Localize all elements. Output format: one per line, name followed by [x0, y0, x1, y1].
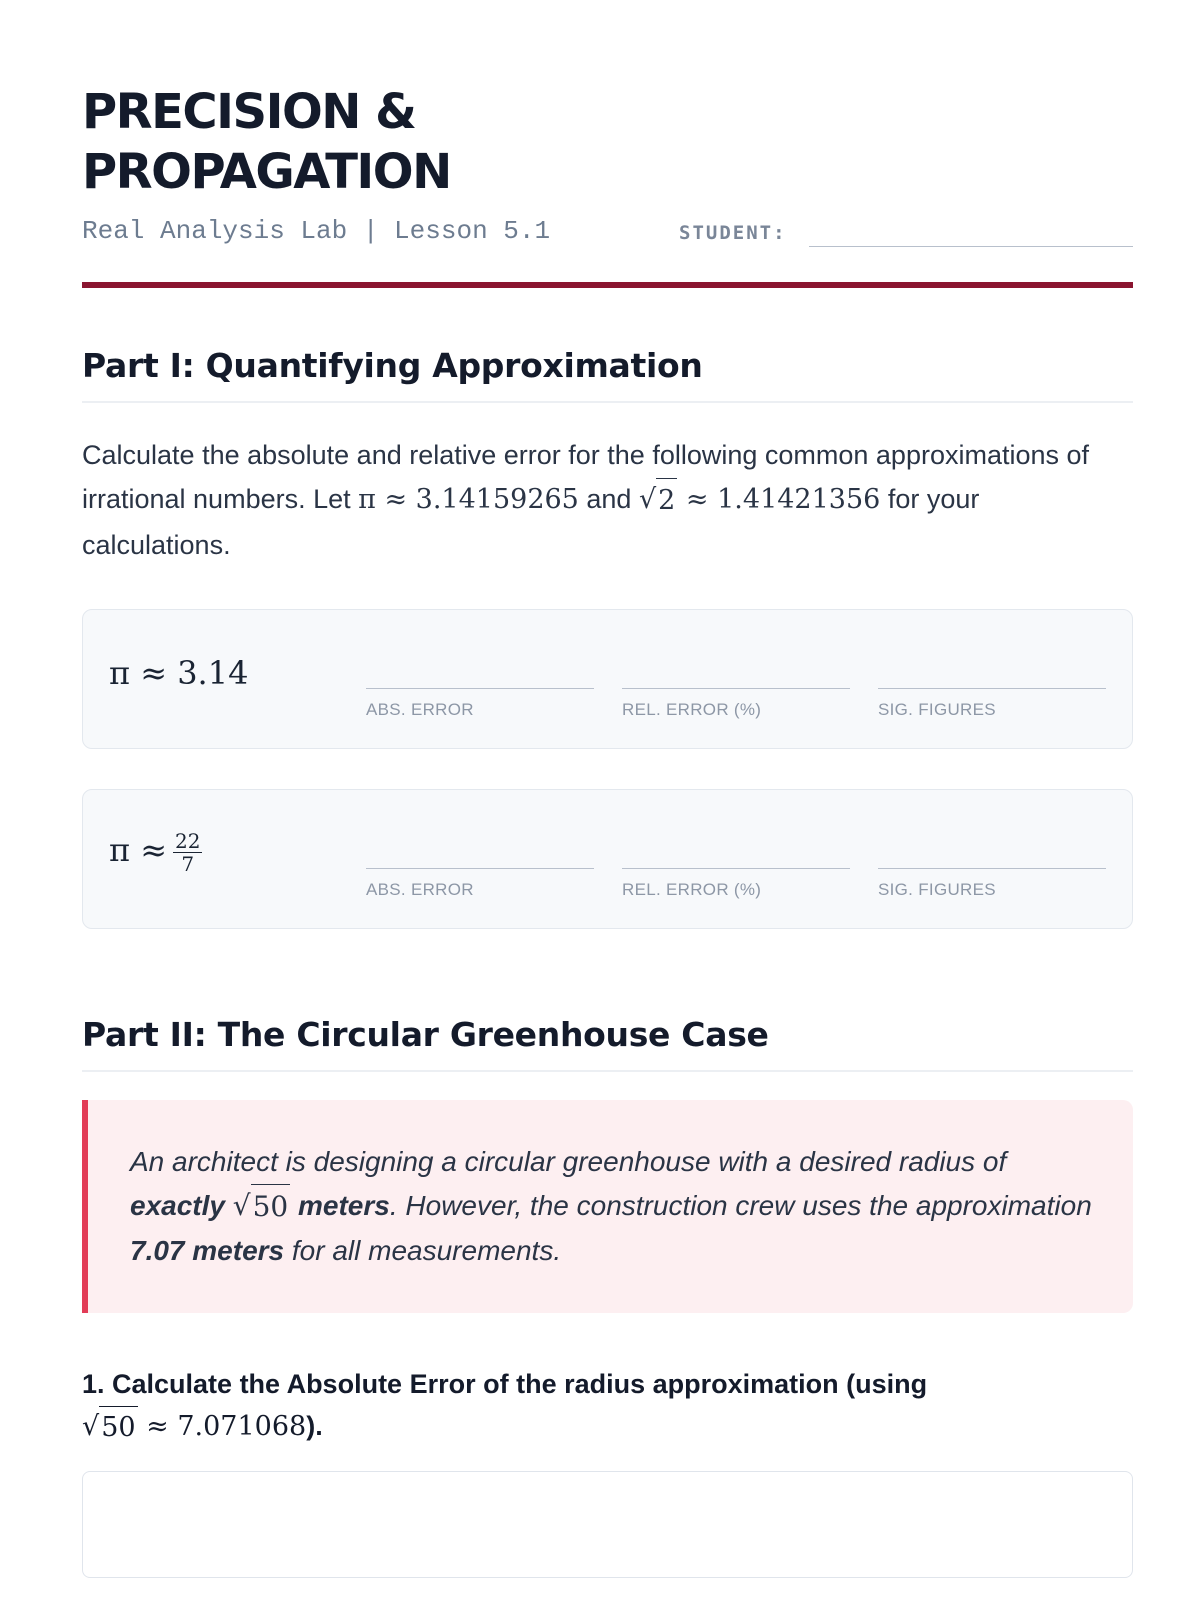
part1-instructions: [82, 433, 1133, 567]
question-1-text: 1. Calculate the Absolute Error of the radius approximation (using: [82, 1369, 928, 1399]
question-1-value: ≈ 7.071068: [137, 1411, 307, 1442]
approximation-expression: π ≈ 3.14: [109, 654, 249, 692]
question-1-radicand: 50: [99, 1406, 137, 1449]
fraction: [173, 830, 202, 875]
callout-text-a: An architect is designing a circular greenhouse with a desired radius of: [130, 1146, 1007, 1177]
callout-text-b: . However, the construction crew uses the approximation: [389, 1190, 1092, 1221]
sqrt2-value: ≈ 1.41421356: [677, 484, 881, 515]
abs-error-label: ABS. ERROR: [366, 880, 474, 899]
sqrt50-symbol: √ 50: [233, 1184, 290, 1229]
rel-error-input[interactable]: [622, 688, 850, 689]
sqrt2-symbol: √ 2: [639, 478, 677, 523]
part2-heading: Part II: The Circular Greenhouse Case: [82, 1015, 769, 1054]
fraction-numerator: 22: [175, 829, 201, 853]
title-line-1: PRECISION &: [82, 84, 416, 140]
sig-figures-label: SIG. FIGURES: [878, 880, 996, 899]
sqrt2-radicand: 2: [656, 478, 677, 523]
part1-header: [82, 346, 1133, 403]
question-1-answer-box[interactable]: [82, 1471, 1133, 1578]
callout-meters: meters: [298, 1190, 390, 1221]
question-1: [82, 1363, 1133, 1449]
part2-header: [82, 1015, 1133, 1072]
callout-exactly: exactly: [130, 1190, 225, 1221]
approximation-row-pi-3.14: [82, 609, 1133, 749]
sig-figures-input[interactable]: [878, 688, 1106, 689]
sqrt50-radicand: 50: [251, 1184, 291, 1229]
student-label: STUDENT:: [679, 222, 787, 244]
rel-error-input[interactable]: [622, 868, 850, 869]
fraction-denominator: 7: [181, 852, 195, 876]
meta-row: [82, 208, 1133, 248]
callout-text-c: for all measurements.: [284, 1235, 562, 1266]
abs-error-input[interactable]: [366, 688, 594, 689]
approximation-row-pi-22-over-7: [82, 789, 1133, 929]
question-1-close: ).: [306, 1411, 323, 1441]
abs-error-input[interactable]: [366, 868, 594, 869]
intro-text-start: Calculate the absolute and relative error for the following common approximations of irrational numbers. Let: [82, 440, 1090, 514]
abs-error-label: ABS. ERROR: [366, 700, 474, 719]
rel-error-label: REL. ERROR (%): [622, 700, 762, 719]
rel-error-label: REL. ERROR (%): [622, 880, 762, 899]
header-divider: [82, 282, 1133, 288]
approximation-expression: [109, 830, 202, 875]
worksheet-page: [82, 82, 1133, 1578]
student-name-field[interactable]: [809, 246, 1133, 247]
sqrt50-symbol: √ 50: [82, 1406, 138, 1449]
pi-definition: π ≈ 3.14159265: [358, 484, 579, 515]
intro-text-end: for your calculations.: [82, 484, 980, 560]
sig-figures-input[interactable]: [878, 868, 1106, 869]
expr-prefix: π ≈: [109, 831, 168, 869]
page-title: [82, 82, 1133, 202]
scenario-callout: [82, 1100, 1133, 1313]
part1-heading: Part I: Quantifying Approximation: [82, 346, 703, 385]
lesson-subtitle: Real Analysis Lab | Lesson 5.1: [82, 216, 551, 246]
title-line-2: PROPAGATION: [82, 144, 451, 200]
callout-approx-value: 7.07 meters: [130, 1235, 285, 1266]
sig-figures-label: SIG. FIGURES: [878, 700, 996, 719]
intro-text-and: and: [578, 484, 639, 514]
